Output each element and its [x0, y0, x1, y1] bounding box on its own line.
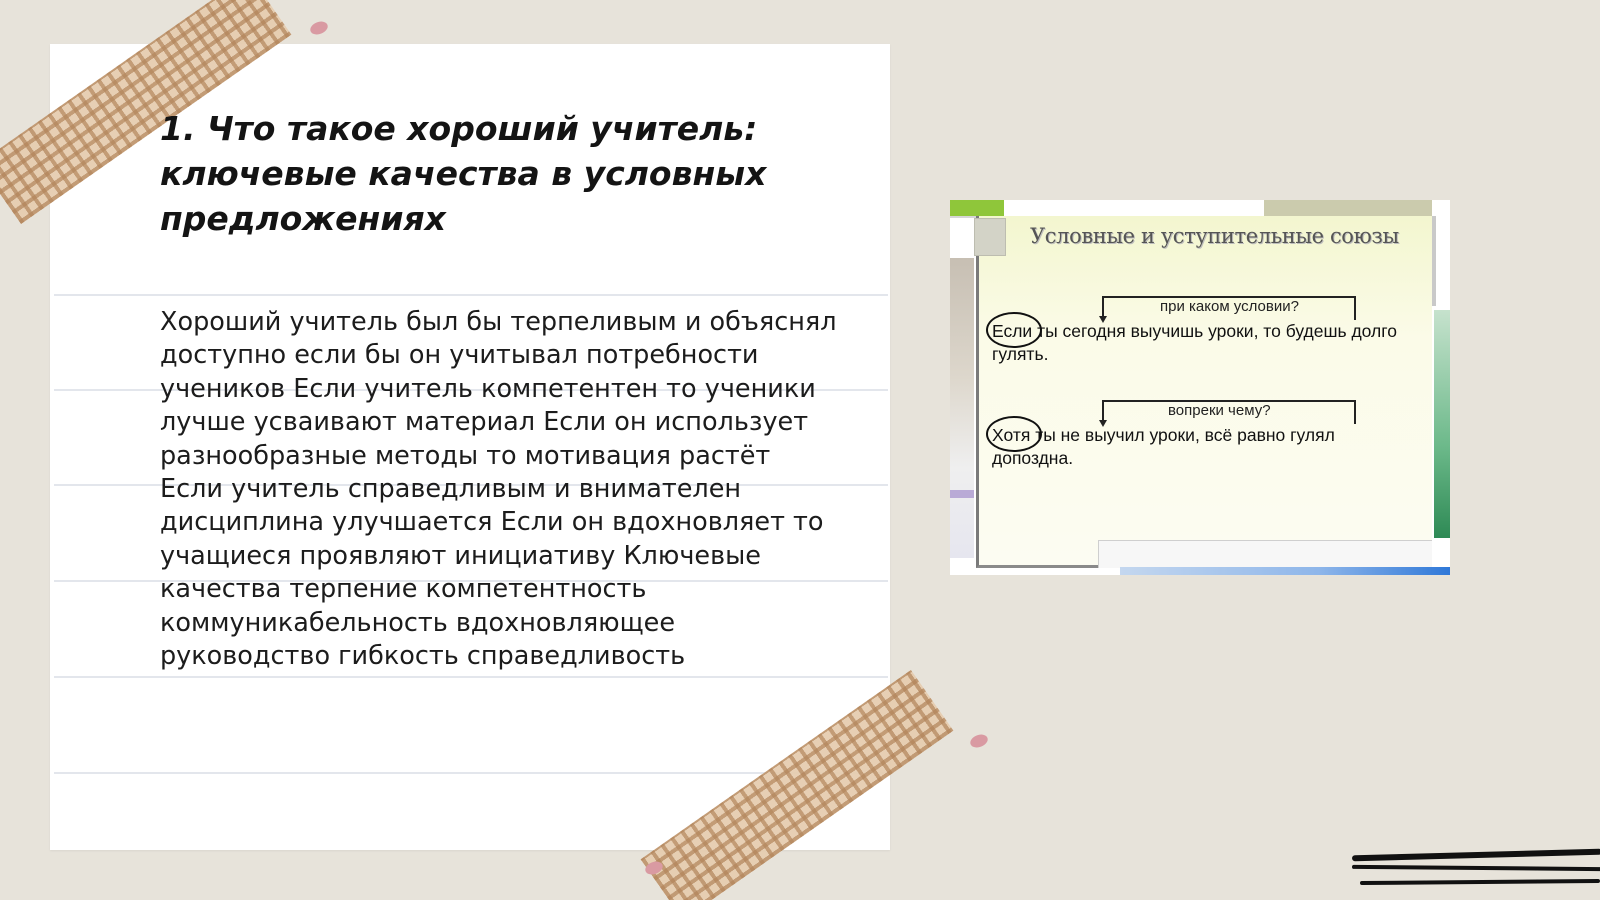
decor-bar	[1434, 310, 1450, 538]
conjunction-word: Хотя	[992, 425, 1031, 445]
tape-end-decoration	[968, 732, 989, 749]
decor-bar	[1120, 567, 1450, 575]
conjunctions-slide-image	[950, 200, 1450, 575]
decor-square	[974, 218, 1006, 256]
example-sentence	[992, 320, 1412, 366]
paper-rule-line	[54, 676, 888, 678]
paper-rule-line	[54, 294, 888, 296]
question-label: вопреки чему?	[1168, 402, 1271, 419]
body-paragraph: Хороший учитель был бы терпеливым и объяснял доступно если бы он учитывал потребности учеников Если учитель компетентен то ученики лучше усваивают материал Если он использует разнообразные методы то мотивация растёт Если учитель справедливым и внимателен дисциплина улучшается Если он вдохновляет то учащиеся проявляют инициативу Ключевые качества терпение компетентность коммуникабельность вдохновляющее руководство гибкость справедливость	[160, 307, 837, 672]
decor-strip	[950, 258, 974, 558]
accent-chip	[950, 200, 1004, 216]
decor-strip	[950, 490, 974, 498]
brush-stroke	[1360, 879, 1600, 885]
slide-title: 1. Что такое хороший учитель: ключевые качества в условных предложениях	[160, 109, 767, 238]
brush-stroke	[1352, 849, 1600, 862]
decor-box	[1098, 540, 1432, 568]
slide-heading: Условные и уступительные союзы	[1030, 224, 1399, 248]
brush-stroke	[1352, 865, 1600, 871]
example-sentence	[992, 424, 1412, 470]
sentence-rest: ты не выучил уроки, всё равно гулял допоздна.	[992, 425, 1335, 468]
slide-panel	[976, 216, 1432, 568]
question-label: при каком условии?	[1160, 298, 1299, 315]
tape-end-decoration	[308, 19, 329, 36]
conjunction-word: Если	[992, 321, 1033, 341]
header-tab	[1264, 200, 1432, 216]
sentence-rest: ты сегодня выучишь уроки, то будешь долго гулять.	[992, 321, 1397, 364]
